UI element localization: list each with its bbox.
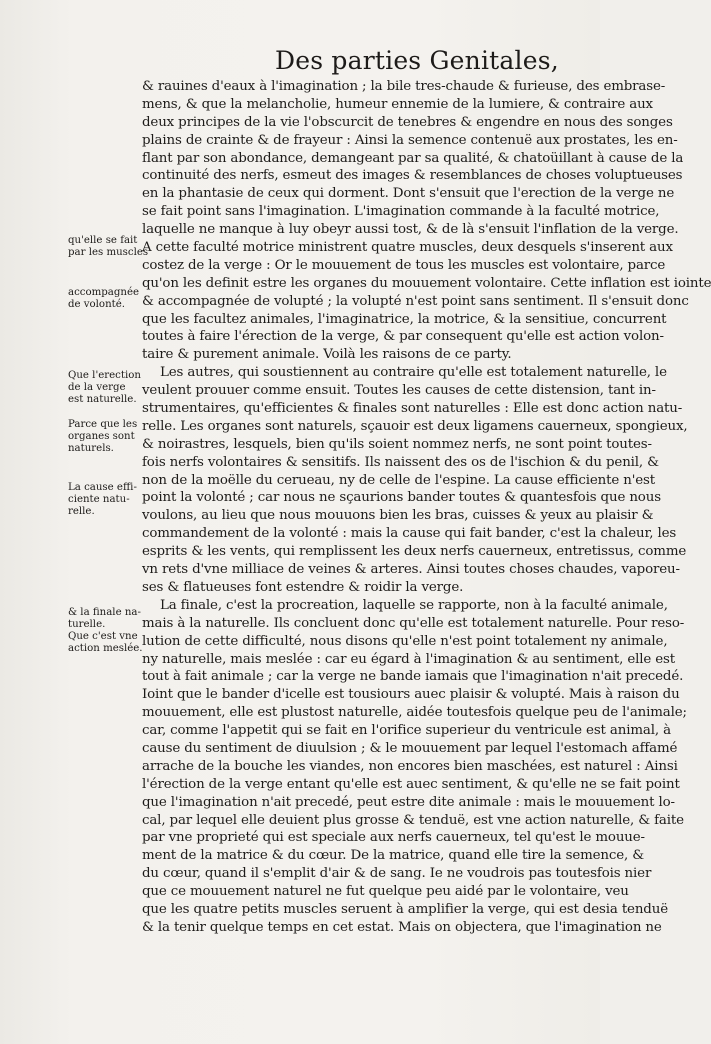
text-line: mouuement, elle est plustost naturelle, aidée toutesfois quelque peu de l'animale; <box>142 705 687 721</box>
text-line: tout à fait animale ; car la verge ne bande iamais que l'imagination n'ait precedé. <box>142 669 684 685</box>
text-line: continuité des nerfs, esmeut des images & resemblances de choses voluptueuses <box>142 168 683 184</box>
text-line: Les autres, qui soustiennent au contraire qu'elle est totalement naturelle, le <box>160 365 667 381</box>
main-text-block <box>142 78 711 937</box>
text-line: se fait point sans l'imagination. L'imagination commande à la faculté motrice, <box>142 204 660 220</box>
running-head: Des parties Genitales, <box>275 46 559 75</box>
text-line: non de la moëlle du cerueau, ny de celle de l'espine. La cause efficiente n'est <box>142 472 655 488</box>
margin-note-line: de la verge <box>68 382 126 394</box>
margin-note-line: accompagnée <box>68 287 140 298</box>
margin-note <box>68 607 146 631</box>
text-line: que les facultez animales, l'imaginatrice, la motrice, & la sensitiue, concurrent <box>142 311 667 327</box>
margin-note-line: de volonté. <box>68 299 125 311</box>
text-line: laquelle ne manque à luy obeyr aussi tost, & de là s'ensuit l'inflation de la verge. <box>142 222 679 238</box>
text-line: voulons, au lieu que nous mouuons bien les bras, cuisses & yeux au plaisir & <box>142 508 654 524</box>
text-line: deux principes de la vie l'obscurcit de tenebres & engendre en nous des songes <box>142 114 673 130</box>
text-line: La finale, c'est la procreation, laquelle se rapporte, non à la faculté animale, <box>160 597 668 613</box>
text-line: l'érection de la verge entant qu'elle est auec sentiment, & qu'elle ne se fait point <box>142 776 680 792</box>
text-line: cal, par lequel elle deuient plus grosse & tenduë, est vne action naturelle, & faite <box>142 812 684 828</box>
margin-note <box>68 370 146 407</box>
margin-note-line: Parce que les <box>68 419 138 430</box>
text-line: fois nerfs volontaires & sensitifs. Ils naissent des os de l'ischion & du penil, & <box>142 454 659 470</box>
text-line: taire & purement animale. Voilà les raisons de ce party. <box>142 347 512 363</box>
text-line: que l'imagination n'ait precedé, peut estre dite animale : mais le mouuement lo- <box>142 794 675 810</box>
text-line: ses & flatueuses font estendre & roidir la verge. <box>142 579 464 595</box>
text-line: en la phantasie de ceux qui dorment. Dont s'ensuit que l'erection de la verge ne <box>142 186 675 202</box>
text-line: point la volonté ; car nous ne sçaurions bander toutes & quantesfois que nous <box>142 490 661 506</box>
text-line: par vne proprieté qui est speciale aux nerfs cauerneux, tel qu'est le mouue- <box>142 830 645 846</box>
text-line: vn rets d'vne milliace de veines & arteres. Ainsi toutes choses chaudes, vaporeu- <box>142 562 680 578</box>
text-line: arrache de la bouche les viandes, non encores bien maschées, est naturel : Ainsi <box>142 758 678 774</box>
text-line: & rauines d'eaux à l'imagination ; la bile tres-chaude & furieuse, des embrase- <box>142 79 666 94</box>
text-line: & accompagnée de volupté ; la volupté n'est point sans sentiment. Il s'ensuit donc <box>142 293 689 309</box>
text-line: commandement de la volonté : mais la cause qui fait bander, c'est la chaleur, les <box>142 526 677 542</box>
margin-note-line: qu'elle se fait <box>68 235 138 246</box>
text-line: & noirastres, lesquels, bien qu'ils soient nommez nerfs, ne sont point toutes- <box>142 436 652 452</box>
text-line: du cœur, quand il s'emplit d'air & de sang. Ie ne voudrois pas toutesfois nier <box>142 866 652 882</box>
text-line: cause du sentiment de diuulsion ; & le mouuement par lequel l'estomach affamé <box>142 740 678 756</box>
margin-note-line: action meslée. <box>68 643 143 655</box>
margin-note <box>68 482 146 519</box>
margin-note-line: ciente natu- <box>68 494 130 506</box>
text-line: & la tenir quelque temps en cet estat. Mais on objectera, que l'imagination ne <box>142 919 662 935</box>
text-line: car, comme l'appetit qui se fait en l'orifice superieur du ventricule est animal, à <box>142 723 671 739</box>
text-line: veulent prouuer comme ensuit. Toutes les causes de cette distension, tant in- <box>142 383 656 399</box>
margin-note-line: La cause effi- <box>68 482 137 493</box>
text-line: costez de la verge : Or le mouuement de tous les muscles est volontaire, parce <box>142 257 666 273</box>
text-line: mens, & que la melancholie, humeur ennemie de la lumiere, & contraire aux <box>142 96 653 112</box>
margin-note-line: & la finale na- <box>68 607 141 618</box>
text-line: lution de cette difficulté, nous disons qu'elle n'est point totalement ny animale, <box>142 633 668 649</box>
text-line: toutes à faire l'érection de la verge, & par consequent qu'elle est action volon- <box>142 329 664 345</box>
margin-note-line: par les muscles <box>68 247 149 259</box>
margin-note-line: turelle. <box>68 619 106 631</box>
text-line: relle. Les organes sont naturels, sçauoir est deux ligamens cauerneux, spongieux, <box>142 418 688 434</box>
text-line: flant par son abondance, demangeant par sa qualité, & chatoüillant à cause de la <box>142 150 684 166</box>
margin-note-line: est naturelle. <box>68 394 137 406</box>
text-line: mais à la naturelle. Ils concluent donc qu'elle est totalement naturelle. Pour reso- <box>142 615 685 631</box>
text-line: Ioint que le bander d'icelle est tousiours auec plaisir & volupté. Mais à raison du <box>142 687 680 703</box>
text-line: que ce mouuement naturel ne fut quelque peu aidé par le volontaire, veu <box>142 884 629 900</box>
margin-note-line: relle. <box>68 506 95 518</box>
text-line: ny naturelle, mais meslée : car eu égard à l'imagination & au sentiment, elle est <box>142 651 675 667</box>
text-line: ment de la matrice & du cœur. De la matrice, quand elle tire la semence, & <box>142 848 645 864</box>
text-line: A cette faculté motrice ministrent quatre muscles, deux desquels s'inserent aux <box>142 240 673 256</box>
margin-note-line: organes sont <box>68 431 135 443</box>
margin-note <box>68 287 146 311</box>
text-line: strumentaires, qu'efficientes & finales sont naturelles : Elle est donc action natu- <box>142 401 683 417</box>
margin-note-line: naturels. <box>68 443 114 455</box>
margin-note <box>68 631 146 655</box>
margin-note <box>68 419 146 456</box>
text-line: que les quatre petits muscles seruent à amplifier la verge, qui est desia tenduë <box>142 901 668 917</box>
text-line: plains de crainte & de frayeur : Ainsi la semence contenuë aux prostates, les en- <box>142 132 678 148</box>
text-line: qu'on les definit estre les organes du mouuement volontaire. Cette inflation est iointe <box>142 275 711 291</box>
text-line: esprits & les vents, qui remplissent les deux nerfs cauerneux, entretissus, comme <box>142 544 687 560</box>
margin-note <box>68 235 149 259</box>
margin-note-line: Que c'est vne <box>68 631 138 642</box>
margin-note-line: Que l'erection <box>68 370 141 381</box>
